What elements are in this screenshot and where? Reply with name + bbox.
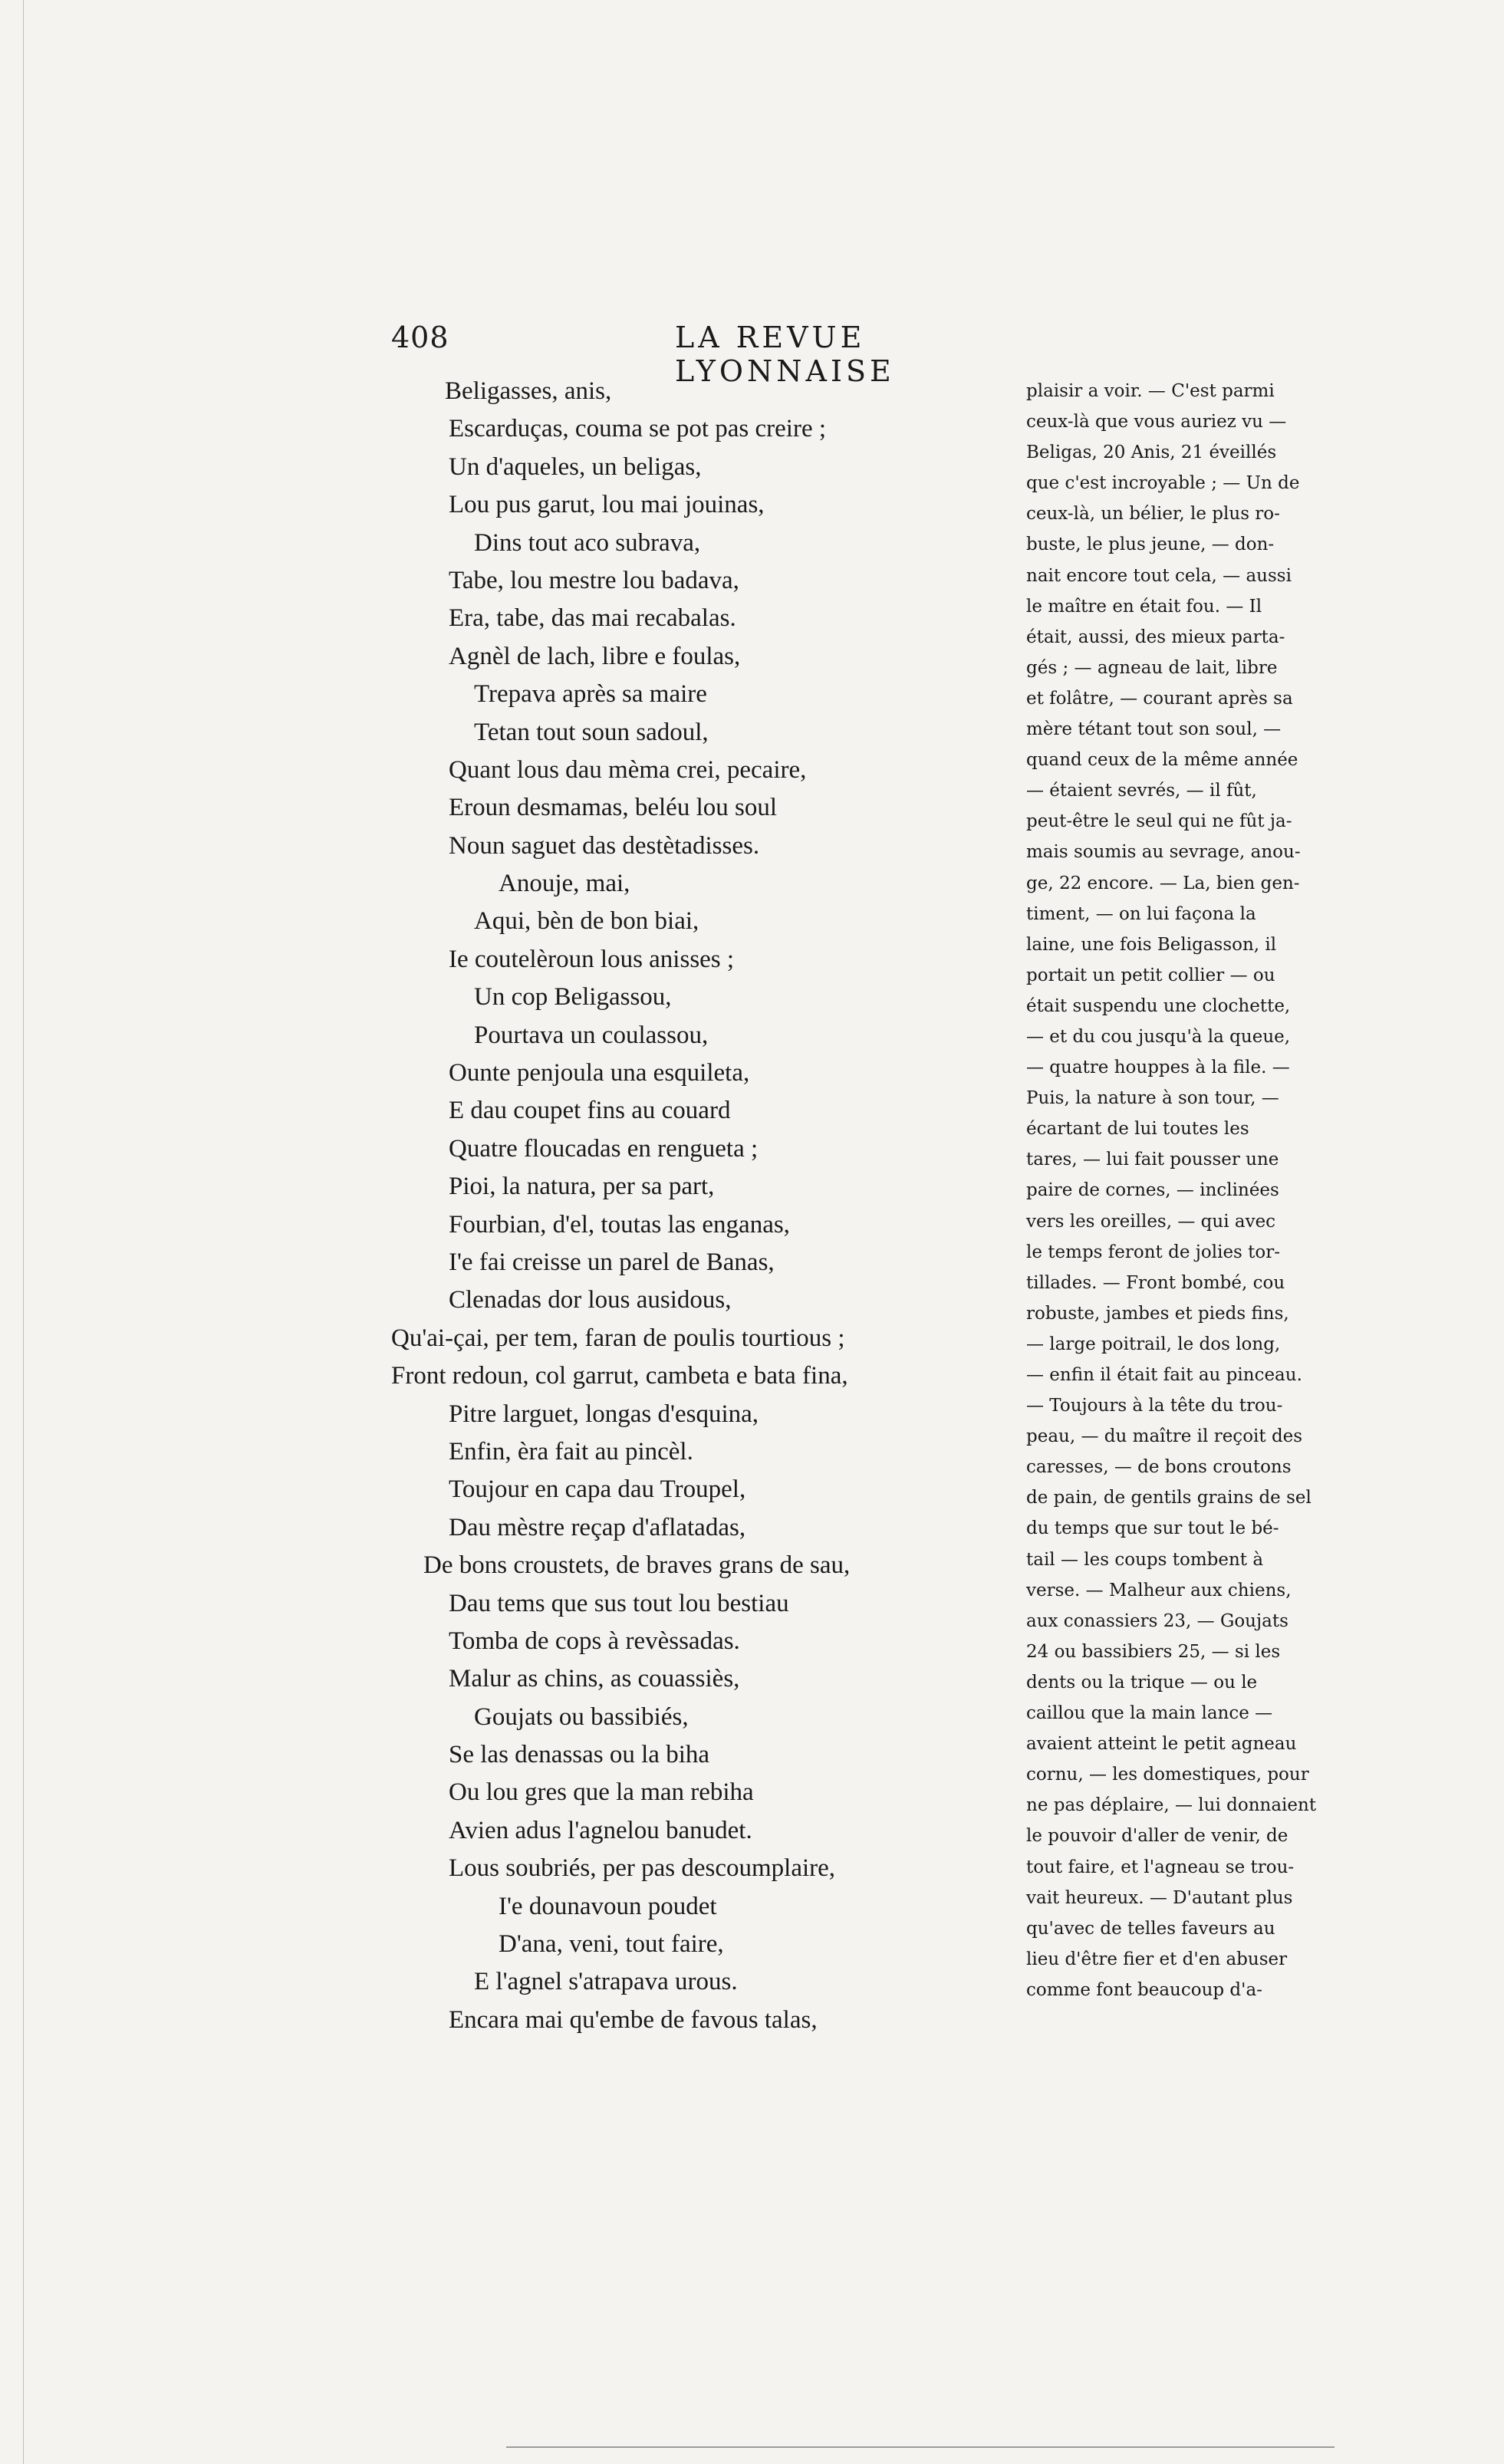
bottom-rule (506, 2446, 1335, 2448)
note-line: mère tétant tout son soul, — (1026, 719, 1282, 740)
poem-line: Tetan tout soun sadoul, (474, 718, 709, 746)
note-line: robuste, jambes et pieds fins, (1026, 1303, 1289, 1324)
note-line: qu'avec de telles faveurs au (1026, 1918, 1275, 1939)
note-line: laine, une fois Beligasson, il (1026, 934, 1277, 955)
note-line: — Toujours à la tête du trou- (1026, 1396, 1283, 1416)
note-line: peau, — du maître il reçoit des (1026, 1426, 1303, 1447)
poem-line: Toujour en capa dau Troupel, (449, 1475, 746, 1504)
poem-line: Pitre larguet, longas d'esquina, (449, 1400, 759, 1428)
poem-line: Qu'ai-çai, per tem, faran de poulis tourtious ; (391, 1324, 845, 1352)
poem-line: Dau mèstre reçap d'aflatadas, (449, 1513, 746, 1541)
poem-line: D'ana, veni, tout faire, (499, 1930, 724, 1959)
poem-line: Agnèl de lach, libre e foulas, (449, 642, 741, 670)
poem-line: Escarduças, couma se pot pas creire ; (449, 415, 827, 443)
poem-line: Encara mai qu'embe de favous talas, (449, 2005, 818, 2034)
poem-line: Dins tout aco subrava, (474, 528, 701, 557)
note-line: vait heureux. — D'autant plus (1026, 1887, 1293, 1908)
poem-line: Pioi, la natura, per sa part, (449, 1173, 715, 1201)
note-line: lieu d'être fier et d'en abuser (1026, 1949, 1288, 1969)
scan-edge-line (23, 0, 24, 2464)
note-line: caillou que la main lance — (1026, 1703, 1273, 1724)
note-line: du temps que sur tout le bé- (1026, 1518, 1279, 1539)
note-line: — et du cou jusqu'à la queue, (1026, 1026, 1291, 1047)
translation-notes-column (1026, 376, 1341, 2005)
note-line: 24 ou bassibiers 25, — si les (1026, 1641, 1281, 1662)
note-line: tout faire, et l'agneau se trou- (1026, 1857, 1295, 1877)
poem-line: Quant lous dau mèma crei, pecaire, (449, 755, 807, 784)
note-line: nait encore tout cela, — aussi (1026, 565, 1292, 586)
poem-line: Lou pus garut, lou mai jouinas, (449, 491, 765, 519)
poem-line: Beligasses, anis, (445, 377, 612, 405)
poem-line: Goujats ou bassibiés, (474, 1702, 689, 1731)
note-line: ceux-là que vous auriez vu — (1026, 412, 1287, 433)
page-header (391, 321, 1081, 388)
poem-line: Noun saguet das destètadisses. (449, 831, 760, 860)
poem-line: Aqui, bèn de bon biai, (474, 907, 699, 936)
poem-line: E dau coupet fins au couard (449, 1097, 731, 1125)
note-line: ge, 22 encore. — La, bien gen- (1026, 873, 1300, 893)
note-line: était, aussi, des mieux parta- (1026, 627, 1285, 647)
note-line: de pain, de gentils grains de sel (1026, 1488, 1311, 1508)
poem-line: Avien adus l'agnelou banudet. (449, 1816, 752, 1844)
note-line: caresses, — de bons croutons (1026, 1457, 1292, 1478)
note-line: était suspendu une clochette, (1026, 995, 1291, 1016)
poem-line: Quatre floucadas en rengueta ; (449, 1134, 759, 1163)
poem-line: Un cop Beligassou, (474, 983, 672, 1012)
note-line: avaient atteint le petit agneau (1026, 1734, 1297, 1755)
poem-line: E l'agnel s'atrapava urous. (474, 1968, 738, 1996)
note-line: dents ou la trique — ou le (1026, 1672, 1258, 1693)
note-line: vers les oreilles, — qui avec (1026, 1211, 1276, 1232)
note-line: buste, le plus jeune, — don- (1026, 535, 1275, 555)
poem-line: Ie coutelèroun lous anisses ; (449, 945, 735, 973)
note-line: mais soumis au sevrage, anou- (1026, 842, 1301, 863)
poem-line: Dau tems que sus tout lou bestiau (449, 1589, 789, 1617)
poem-line: Enfin, èra fait au pincèl. (449, 1437, 693, 1466)
note-line: — étaient sevrés, — il fût, (1026, 781, 1257, 801)
poem-line: Ou lou gres que la man rebiha (449, 1778, 754, 1807)
note-line: quand ceux de la même année (1026, 750, 1298, 771)
poem-line: Front redoun, col garrut, cambeta e bata fina, (391, 1362, 848, 1390)
note-line: le temps feront de jolies tor- (1026, 1242, 1281, 1262)
note-line: — quatre houppes à la file. — (1026, 1058, 1290, 1078)
note-line: timent, — on lui façona la (1026, 903, 1256, 924)
note-line: gés ; — agneau de lait, libre (1026, 657, 1278, 678)
note-line: tillades. — Front bombé, cou (1026, 1272, 1285, 1293)
poem-line: Lous soubriés, per pas descoumplaire, (449, 1854, 836, 1883)
note-line: comme font beaucoup d'a- (1026, 1979, 1262, 2000)
poem-line: Malur as chins, as couassiès, (449, 1665, 740, 1693)
poem-line: Tomba de cops à revèssadas. (449, 1627, 740, 1655)
note-line: — enfin il était fait au pinceau. (1026, 1365, 1302, 1385)
note-line: et folâtre, — courant après sa (1026, 688, 1293, 709)
running-title: LA REVUE LYONNAISE (675, 321, 895, 388)
note-line: le maître en était fou. — Il (1026, 596, 1262, 617)
note-line: paire de cornes, — inclinées (1026, 1180, 1279, 1201)
page-number: 408 (391, 321, 449, 354)
note-line: Puis, la nature à son tour, — (1026, 1088, 1279, 1109)
poem-line: Se las denassas ou la biha (449, 1741, 710, 1769)
note-line: ne pas déplaire, — lui donnaient (1026, 1795, 1317, 1816)
note-line: écartant de lui toutes les (1026, 1119, 1249, 1140)
note-line: portait un petit collier — ou (1026, 965, 1275, 985)
poem-line: Ounte penjoula una esquileta, (449, 1059, 750, 1087)
poem-line: I'e fai creisse un parel de Banas, (449, 1248, 775, 1276)
poem-line: Clenadas dor lous ausidous, (449, 1286, 732, 1314)
note-line: que c'est incroyable ; — Un de (1026, 473, 1300, 494)
poem-line: Eroun desmamas, beléu lou soul (449, 794, 778, 822)
poem-line: De bons croustets, de braves grans de sau, (423, 1551, 851, 1580)
poem-column (391, 373, 1005, 2039)
note-line: plaisir a voir. — C'est parmi (1026, 381, 1275, 401)
note-line: le pouvoir d'aller de venir, de (1026, 1826, 1288, 1847)
poem-line: Tabe, lou mestre lou badava, (449, 566, 739, 594)
note-line: tail — les coups tombent à (1026, 1549, 1264, 1570)
poem-line: Un d'aqueles, un beligas, (449, 452, 702, 481)
note-line: ceux-là, un bélier, le plus ro- (1026, 504, 1280, 525)
poem-line: Anouje, mai, (499, 870, 630, 898)
note-line: verse. — Malheur aux chiens, (1026, 1580, 1292, 1600)
poem-line: Trepava après sa maire (474, 680, 707, 709)
poem-line: Era, tabe, das mai recabalas. (449, 604, 736, 633)
poem-line: Pourtava un coulassou, (474, 1021, 709, 1049)
note-line: Beligas, 20 Anis, 21 éveillés (1026, 442, 1277, 463)
note-line: tares, — lui fait pousser une (1026, 1150, 1279, 1170)
poem-line: Fourbian, d'el, toutas las enganas, (449, 1210, 790, 1239)
note-line: — large poitrail, le dos long, (1026, 1334, 1281, 1354)
note-line: peut-être le seul qui ne fût ja- (1026, 811, 1292, 832)
poem-line: I'e dounavoun poudet (499, 1892, 717, 1920)
note-line: aux conassiers 23, — Goujats (1026, 1610, 1288, 1631)
note-line: cornu, — les domestiques, pour (1026, 1765, 1309, 1785)
